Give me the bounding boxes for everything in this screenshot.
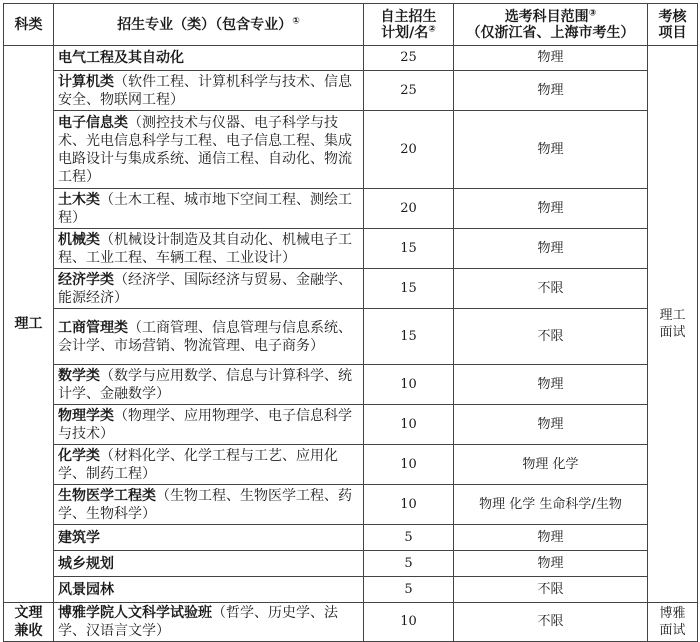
major-cell <box>54 405 364 445</box>
quota-cell: 20 <box>364 189 454 229</box>
subjects-cell: 物理 <box>454 525 648 551</box>
header-row <box>4 4 698 46</box>
major-detail: （测控技术与仪器、电子科学与技术、光电信息科学与工程、电子信息工程、集成电路设计与集成系统、通信工程、自动化、物流工程） <box>58 114 352 185</box>
major-cell <box>54 269 364 309</box>
table-row <box>4 525 698 551</box>
table-body <box>4 46 698 642</box>
header-quota: 自主招生 计划/名② <box>364 4 454 46</box>
note-marker: ③ <box>588 7 597 18</box>
major-detail: （哲学、历史学、法学、汉语言文学） <box>58 605 338 639</box>
major-cell <box>54 603 364 642</box>
major-detail: （机械设计制造及其自动化、机械电子工程、工业工程、车辆工程、工业设计） <box>58 231 352 266</box>
cell-line: 理工 <box>659 308 686 323</box>
major-name: 城乡规划 <box>58 555 114 572</box>
major-name: 化学类 <box>58 447 100 464</box>
quota-cell: 5 <box>364 577 454 603</box>
table-row <box>4 445 698 485</box>
table-row <box>4 269 698 309</box>
header-subjects: 选考科目范围③ （仅浙江省、上海市考生） <box>454 4 648 46</box>
quota-cell: 25 <box>364 46 454 71</box>
major-name: 电气工程及其自动化 <box>58 50 184 66</box>
major-cell <box>54 229 364 269</box>
cell-line: 面试 <box>659 325 686 340</box>
cell-line: 博雅 <box>659 606 686 621</box>
subjects-cell: 物理 <box>454 46 648 71</box>
major-detail: （物理学、应用物理学、电子信息科学与技术） <box>58 407 352 442</box>
exam-cell <box>648 603 698 642</box>
major-cell <box>54 46 364 71</box>
major-detail: （数学与应用数学、信息与计算科学、统计学、金融数学） <box>58 367 352 402</box>
major-cell <box>54 551 364 577</box>
major-cell <box>54 309 364 365</box>
subjects-cell: 物理 <box>454 551 648 577</box>
quota-cell: 5 <box>364 551 454 577</box>
table-row <box>4 71 698 111</box>
major-cell <box>54 189 364 229</box>
major-name: 数学类 <box>58 367 100 384</box>
quota-cell: 15 <box>364 269 454 309</box>
quota-cell: 10 <box>364 365 454 405</box>
admission-table-wrapper <box>3 3 698 642</box>
quota-cell: 20 <box>364 111 454 189</box>
table-row <box>4 46 698 71</box>
major-cell <box>54 365 364 405</box>
table-row <box>4 577 698 603</box>
admission-table <box>3 3 698 642</box>
quota-cell: 10 <box>364 445 454 485</box>
cell-line: 文理 <box>14 605 43 621</box>
quota-cell: 15 <box>364 229 454 269</box>
major-name: 博雅学院人文科学试验班 <box>58 605 212 621</box>
subjects-cell: 物理 <box>454 365 648 405</box>
table-row <box>4 365 698 405</box>
header-exam: 考核 项目 <box>648 4 698 46</box>
subjects-cell: 不限 <box>454 603 648 642</box>
category-cell <box>4 603 54 642</box>
table-row <box>4 405 698 445</box>
major-name: 生物医学工程类 <box>58 487 156 504</box>
subjects-cell: 物理 <box>454 71 648 111</box>
major-detail: （材料化学、化学工程与工艺、应用化学、制药工程） <box>58 447 338 482</box>
major-name: 机械类 <box>58 231 100 248</box>
major-detail: （生物工程、生物医学工程、药学、生物科学） <box>58 487 352 522</box>
note-marker: ② <box>428 23 436 34</box>
subjects-cell: 物理 <box>454 189 648 229</box>
subjects-cell: 不限 <box>454 309 648 365</box>
major-name: 土木类 <box>58 191 100 208</box>
subjects-cell: 不限 <box>454 577 648 603</box>
major-name: 电子信息类 <box>58 114 128 131</box>
header-category: 科类 <box>4 4 54 46</box>
category-cell: 理工 <box>4 46 54 603</box>
table-row <box>4 229 698 269</box>
table-row <box>4 551 698 577</box>
subjects-cell: 物理 <box>454 111 648 189</box>
cell-line: 兼收 <box>14 623 43 639</box>
subjects-cell: 物理 <box>454 405 648 445</box>
major-cell <box>54 485 364 525</box>
major-cell <box>54 111 364 189</box>
major-cell <box>54 71 364 111</box>
major-name: 建筑学 <box>58 529 100 546</box>
note-marker: ① <box>292 15 300 26</box>
header-major: 招生专业（类）（包含专业）① <box>54 4 364 46</box>
subjects-cell: 不限 <box>454 269 648 309</box>
major-name: 计算机类 <box>58 73 114 90</box>
table-row <box>4 189 698 229</box>
major-cell <box>54 525 364 551</box>
major-detail: （工商管理、信息管理与信息系统、会计学、市场营销、物流管理、电子商务） <box>58 319 352 354</box>
table-row <box>4 603 698 642</box>
major-name: 风景园林 <box>58 581 114 598</box>
cell-line: 面试 <box>659 623 686 638</box>
major-name: 工商管理类 <box>58 319 128 336</box>
quota-cell: 5 <box>364 525 454 551</box>
major-cell <box>54 445 364 485</box>
major-cell <box>54 577 364 603</box>
major-detail: （土木工程、城市地下空间工程、测绘工程） <box>58 191 352 226</box>
quota-cell: 25 <box>364 71 454 111</box>
exam-cell <box>648 46 698 603</box>
table-row <box>4 111 698 189</box>
major-detail: （经济学、国际经济与贸易、金融学、能源经济） <box>58 271 352 306</box>
subjects-cell: 物理 化学 生命科学/生物 <box>454 485 648 525</box>
quota-cell: 15 <box>364 309 454 365</box>
major-detail: （软件工程、计算机科学与技术、信息安全、物联网工程） <box>58 73 352 108</box>
quota-cell: 10 <box>364 603 454 642</box>
subjects-cell: 物理 <box>454 229 648 269</box>
major-name: 物理学类 <box>58 407 114 424</box>
quota-cell: 10 <box>364 405 454 445</box>
table-row <box>4 309 698 365</box>
major-name: 经济学类 <box>58 271 114 288</box>
quota-cell: 10 <box>364 485 454 525</box>
table-row <box>4 485 698 525</box>
subjects-cell: 物理 化学 <box>454 445 648 485</box>
